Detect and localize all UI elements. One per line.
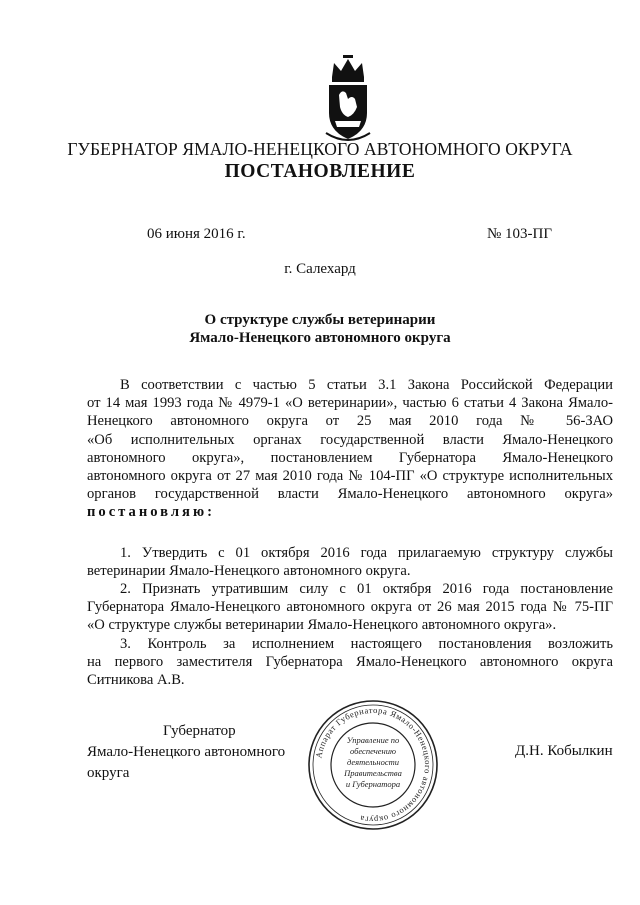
- text-line: 1. Утвердить с 01 октября 2016 года прилагаемую структуру службы: [120, 544, 613, 561]
- stamp-ring-text: Аппарат Губернатора Ямало-Ненецкого автономного округа: [313, 704, 434, 826]
- stamp-center-line: деятельности: [346, 757, 400, 767]
- preamble-paragraph: [87, 376, 613, 522]
- document-type-heading: ПОСТАНОВЛЕНИЕ: [224, 161, 416, 182]
- text-line: «Об исполнительных органах государственной власти Ямало-Ненецкого: [87, 431, 613, 448]
- signer-name: Д.Н. Кобылкин: [515, 743, 613, 759]
- signer-position-line: Губернатор: [163, 723, 236, 739]
- document-body: [87, 376, 613, 689]
- decree-item-1: [87, 544, 613, 580]
- decree-word: постановляю:: [87, 504, 215, 521]
- text-line: Ситникова А.В.: [87, 672, 185, 689]
- text-line: автономного округа», постановлением Губернатора Ямало-Ненецкого: [87, 449, 613, 466]
- text-line: «О структуре службы ветеринарии Ямало-Ненецкого автономного округа».: [87, 617, 557, 634]
- document-number: № 103-ПГ: [487, 226, 553, 242]
- text-line: Губернатора Ямало-Ненецкого автономного округа от 26 мая 2015 года № 75-ПГ: [87, 599, 613, 616]
- text-line: ветеринарии Ямало-Ненецкого автономного округа.: [87, 562, 411, 579]
- text-line: Ненецкого автономного округа от 25 мая 2010 года № 56-ЗАО: [87, 413, 613, 430]
- decree-item-3: [87, 635, 613, 690]
- issuer-heading: ГУБЕРНАТОР ЯМАЛО-НЕНЕЦКОГО АВТОНОМНОГО ОКРУГА: [67, 139, 573, 159]
- text-line: 2. Признать утратившим силу с 01 октября 2016 года постановление: [120, 581, 613, 598]
- stamp-center-line: Управление по: [346, 735, 400, 745]
- text-line: от 14 мая 1993 года № 4979-1 «О ветеринарии», частью 6 статьи 4 Закона Ямало-: [87, 395, 613, 412]
- decree-item-2: [87, 580, 613, 635]
- text-line: автономного округа от 27 мая 2010 года № 104-ПГ «О структуре исполнительных: [87, 468, 613, 485]
- stamp-center-line: и Губернатора: [345, 779, 401, 789]
- official-stamp: [306, 698, 440, 832]
- stamp-center-line: обеспечению: [349, 746, 397, 756]
- signer-position: [87, 721, 307, 784]
- stamp-center-line: Правительства: [344, 768, 402, 778]
- text-line: органов государственной власти Ямало-Ненецкого автономного округа»: [87, 486, 613, 503]
- text-line: В соответствии с частью 5 статьи 3.1 Закона Российской Федерации: [120, 377, 613, 393]
- document-city: г. Салехард: [284, 261, 356, 277]
- coat-of-arms-emblem: [322, 55, 374, 143]
- text-line: 3. Контроль за исполнением настоящего постановления возложить: [120, 635, 613, 652]
- signer-position-line: Ямало-Ненецкого автономного округа: [87, 744, 286, 781]
- document-title-line: О структуре службы ветеринарии: [204, 312, 436, 328]
- document-date: 06 июня 2016 г.: [147, 226, 246, 242]
- document-title-line: Ямало-Ненецкого автономного округа: [189, 330, 451, 346]
- text-line: на первого заместителя Губернатора Ямало-Ненецкого автономного округа: [87, 653, 613, 670]
- document-title: [0, 311, 640, 347]
